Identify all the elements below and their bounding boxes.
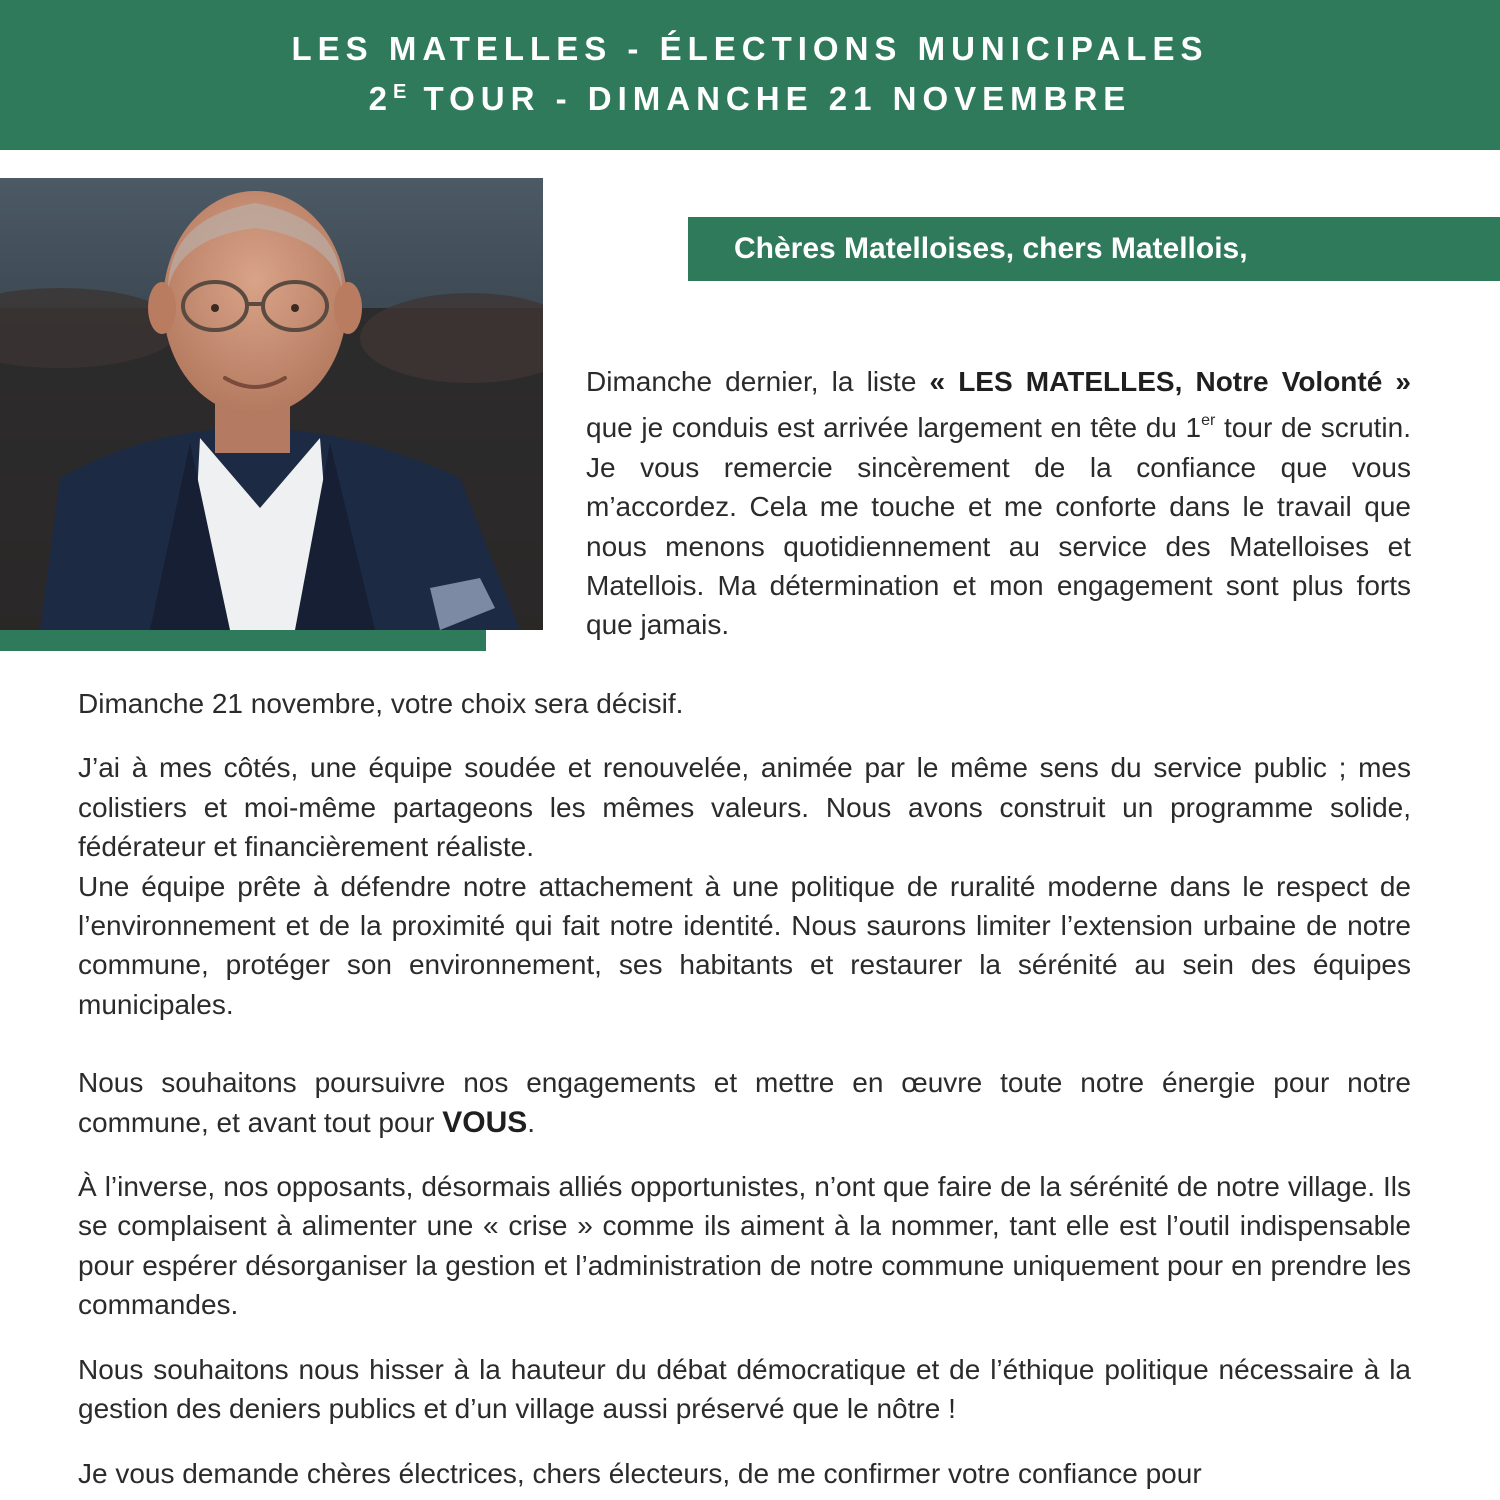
paragraph-democratic-debate: Nous souhaitons nous hisser à la hauteur du débat démocratique et de l’éthique politique nécessaire à la gestion des deniers publics et d’un village aussi préservé que le nôtre ! bbox=[78, 1353, 1411, 1425]
vous-emphasis: VOUS bbox=[442, 1105, 528, 1139]
paragraph-engagements: Nous souhaitons poursuivre nos engagements et mettre en œuvre toute notre énergie pour notre commune, et avant tout pour VOUS. bbox=[78, 1067, 1411, 1139]
header-title: LES MATELLES - ÉLECTIONS MUNICIPALES bbox=[291, 30, 1209, 67]
header-subtitle: $2^E$ TOUR - DIMANCHE 21 NOVEMBRE bbox=[368, 80, 1132, 117]
paragraph-decisive-choice: Dimanche 21 novembre, votre choix sera décisif. bbox=[78, 688, 684, 719]
candidate-portrait bbox=[0, 178, 543, 630]
list-name: « LES MATELLES, Notre Volonté » bbox=[929, 366, 1411, 397]
paragraph-opponents: À l’inverse, nos opposants, désormais alliés opportunistes, n’ont que faire de la sérénité de notre village. Ils se complaisent à alimenter une « crise » comme ils aiment à la nommer, tant elle est l’outil indispensable pour espérer désorganiser la gestion et l’administration de notre commune uniquement pour en prendre les commandes. bbox=[78, 1171, 1411, 1321]
paragraph-confidence-request: Je vous demande chères électrices, chers électeurs, de me confirmer votre confiance pour bbox=[78, 1457, 1202, 1489]
greeting-banner bbox=[688, 217, 1500, 281]
paragraph-rurality: Une équipe prête à défendre notre attachement à une politique de ruralité moderne dans le respect de l’environnement et de la proximité qui fait notre identité. Nous saurons limiter l’extension urbaine de notre commune, protéger son environnement, ses habitants et restaurer la sérénité au sein des équipes municipales. bbox=[78, 870, 1411, 1020]
intro-paragraph: Dimanche dernier, la liste « LES MATELLES, Notre Volonté » que je conduis est arrivée largement en tête du 1er tour de scrutin. Je vous remercie sincèrement de la confiance que vous m’accordez. Cela me touche et me conforte dans le travail que nous menons quotidiennement au service des Matelloises et Matellois. Ma détermination et mon engagement sont plus forts que jamais. bbox=[586, 366, 1412, 641]
photo-accent-bar bbox=[0, 630, 486, 651]
greeting-text: Chères Matelloises, chers Matellois, bbox=[734, 232, 1248, 265]
paragraph-team: J’ai à mes côtés, une équipe soudée et renouvelée, animée par le même sens du service public ; mes colistiers et moi-même partageons les mêmes valeurs. Nous avons construit un programme solide, fédérateur et financièrement réaliste. bbox=[78, 752, 1411, 863]
header-banner bbox=[0, 0, 1500, 150]
portrait-illustration bbox=[0, 178, 543, 630]
letter-body bbox=[78, 684, 1411, 1493]
